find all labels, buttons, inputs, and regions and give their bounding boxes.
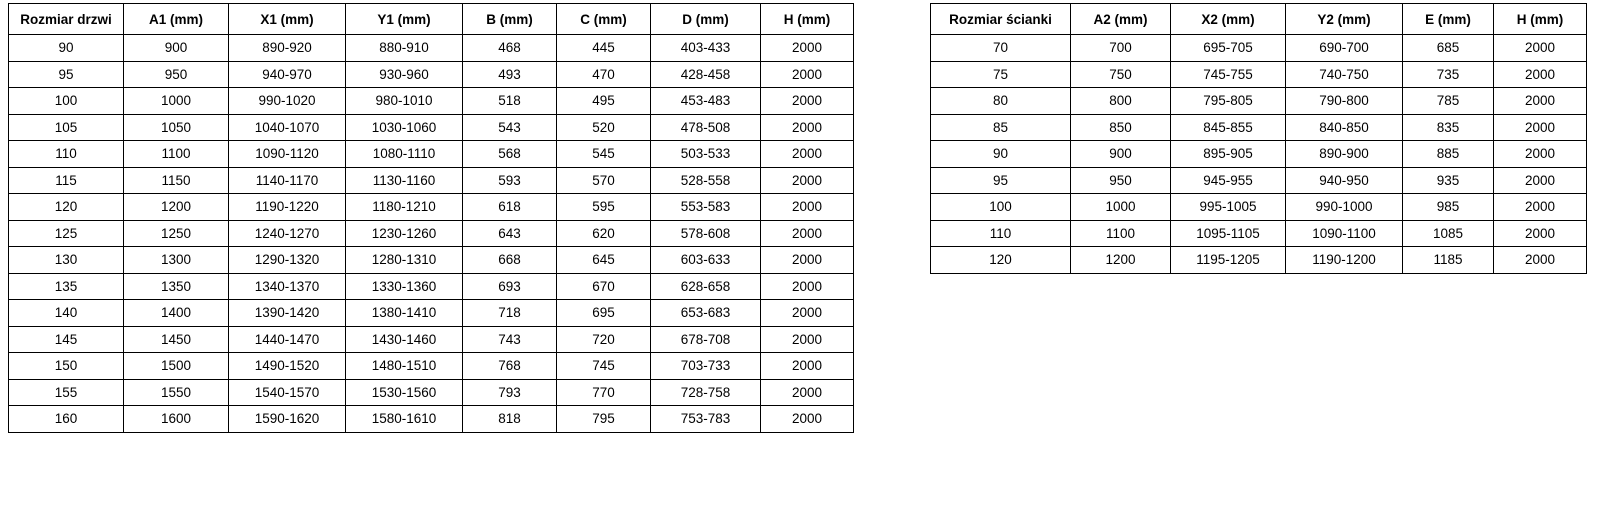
table-cell: 795 [557,406,651,433]
table-cell: 995-1005 [1171,194,1286,221]
column-header: X2 (mm) [1171,4,1286,35]
table-cell: 453-483 [651,88,761,115]
table-cell: 1200 [1071,247,1171,274]
table-row [9,61,854,88]
table-cell: 1230-1260 [346,220,463,247]
table-cell: 1380-1410 [346,300,463,327]
column-header: X1 (mm) [229,4,346,35]
table-cell: 468 [463,35,557,62]
table-cell: 110 [9,141,124,168]
table-cell: 900 [1071,141,1171,168]
table-cell: 930-960 [346,61,463,88]
table-cell: 885 [1403,141,1494,168]
table-cell: 1040-1070 [229,114,346,141]
table-cell: 135 [9,273,124,300]
table-cell: 2000 [761,220,854,247]
table-cell: 545 [557,141,651,168]
table-cell: 890-920 [229,35,346,62]
table-cell: 2000 [1494,88,1587,115]
table-cell: 753-783 [651,406,761,433]
column-header: B (mm) [463,4,557,35]
table-cell: 770 [557,379,651,406]
table-cell: 1340-1370 [229,273,346,300]
table-cell: 578-608 [651,220,761,247]
table-header-row [9,4,854,35]
table-cell: 1180-1210 [346,194,463,221]
table-cell: 570 [557,167,651,194]
table-cell: 745-755 [1171,61,1286,88]
table-cell: 2000 [1494,194,1587,221]
table-cell: 1430-1460 [346,326,463,353]
table-cell: 2000 [761,35,854,62]
table-cell: 1250 [124,220,229,247]
table-cell: 790-800 [1286,88,1403,115]
table-cell: 2000 [761,273,854,300]
table-cell: 445 [557,35,651,62]
table-cell: 1190-1200 [1286,247,1403,274]
table-row [931,88,1587,115]
table-cell: 678-708 [651,326,761,353]
table-cell: 100 [9,88,124,115]
table-row [9,167,854,194]
table-cell: 695 [557,300,651,327]
table-row [9,141,854,168]
table-cell: 945-955 [1171,167,1286,194]
table-cell: 1150 [124,167,229,194]
table-cell: 2000 [1494,35,1587,62]
table-cell: 2000 [1494,247,1587,274]
column-header: Y1 (mm) [346,4,463,35]
table-cell: 2000 [1494,114,1587,141]
table-cell: 1490-1520 [229,353,346,380]
table-cell: 155 [9,379,124,406]
table-row [931,194,1587,221]
table-cell: 518 [463,88,557,115]
table-cell: 703-733 [651,353,761,380]
table-cell: 950 [124,61,229,88]
table-cell: 1130-1160 [346,167,463,194]
table-row [9,194,854,221]
table-cell: 2000 [761,379,854,406]
table-cell: 845-855 [1171,114,1286,141]
table-cell: 1290-1320 [229,247,346,274]
table-cell: 1540-1570 [229,379,346,406]
column-header: D (mm) [651,4,761,35]
table-cell: 520 [557,114,651,141]
table-cell: 628-658 [651,273,761,300]
table-cell: 2000 [1494,61,1587,88]
column-header: A1 (mm) [124,4,229,35]
table-cell: 130 [9,247,124,274]
table-cell: 493 [463,61,557,88]
table-cell: 2000 [761,114,854,141]
table-cell: 2000 [761,326,854,353]
table-row [9,273,854,300]
table-cell: 735 [1403,61,1494,88]
table-cell: 100 [931,194,1071,221]
table-cell: 800 [1071,88,1171,115]
column-header: H (mm) [1494,4,1587,35]
table-row [931,114,1587,141]
table-cell: 620 [557,220,651,247]
walls-table-header [931,4,1587,35]
table-cell: 1240-1270 [229,220,346,247]
table-cell: 1330-1360 [346,273,463,300]
table-cell: 835 [1403,114,1494,141]
table-cell: 603-633 [651,247,761,274]
table-row [9,326,854,353]
table-cell: 750 [1071,61,1171,88]
table-cell: 80 [931,88,1071,115]
table-cell: 693 [463,273,557,300]
table-cell: 125 [9,220,124,247]
column-header: Y2 (mm) [1286,4,1403,35]
column-header: E (mm) [1403,4,1494,35]
table-cell: 1000 [1071,194,1171,221]
table-cell: 990-1020 [229,88,346,115]
table-row [9,247,854,274]
table-cell: 140 [9,300,124,327]
table-row [9,300,854,327]
table-cell: 1200 [124,194,229,221]
table-cell: 850 [1071,114,1171,141]
table-cell: 793 [463,379,557,406]
table-cell: 2000 [761,141,854,168]
table-cell: 1450 [124,326,229,353]
table-cell: 1080-1110 [346,141,463,168]
table-cell: 718 [463,300,557,327]
table-cell: 1390-1420 [229,300,346,327]
table-cell: 478-508 [651,114,761,141]
table-cell: 1600 [124,406,229,433]
table-cell: 1030-1060 [346,114,463,141]
table-cell: 160 [9,406,124,433]
doors-dimensions-table [8,3,854,433]
table-cell: 85 [931,114,1071,141]
table-cell: 1185 [1403,247,1494,274]
table-cell: 940-950 [1286,167,1403,194]
table-row [9,88,854,115]
table-cell: 1000 [124,88,229,115]
table-cell: 653-683 [651,300,761,327]
table-cell: 940-970 [229,61,346,88]
table-cell: 568 [463,141,557,168]
table-cell: 528-558 [651,167,761,194]
table-cell: 980-1010 [346,88,463,115]
table-cell: 895-905 [1171,141,1286,168]
table-cell: 818 [463,406,557,433]
table-cell: 728-758 [651,379,761,406]
table-cell: 670 [557,273,651,300]
table-cell: 2000 [1494,220,1587,247]
table-cell: 2000 [1494,141,1587,168]
table-row [931,247,1587,274]
table-cell: 690-700 [1286,35,1403,62]
table-row [931,35,1587,62]
table-cell: 890-900 [1286,141,1403,168]
table-cell: 2000 [761,247,854,274]
table-cell: 90 [931,141,1071,168]
table-cell: 1440-1470 [229,326,346,353]
table-cell: 880-910 [346,35,463,62]
table-cell: 1140-1170 [229,167,346,194]
table-cell: 543 [463,114,557,141]
table-cell: 768 [463,353,557,380]
table-row [9,114,854,141]
table-cell: 740-750 [1286,61,1403,88]
table-cell: 2000 [761,353,854,380]
table-cell: 75 [931,61,1071,88]
table-cell: 1280-1310 [346,247,463,274]
table-cell: 645 [557,247,651,274]
table-cell: 840-850 [1286,114,1403,141]
table-cell: 1050 [124,114,229,141]
table-cell: 90 [9,35,124,62]
table-cell: 1300 [124,247,229,274]
table-cell: 785 [1403,88,1494,115]
walls-dimensions-table [930,3,1587,274]
table-cell: 1550 [124,379,229,406]
table-row [931,141,1587,168]
table-row [931,220,1587,247]
column-header: A2 (mm) [1071,4,1171,35]
table-cell: 935 [1403,167,1494,194]
table-cell: 1095-1105 [1171,220,1286,247]
table-cell: 700 [1071,35,1171,62]
table-cell: 145 [9,326,124,353]
table-cell: 1500 [124,353,229,380]
table-cell: 1190-1220 [229,194,346,221]
table-cell: 1400 [124,300,229,327]
table-cell: 120 [9,194,124,221]
table-cell: 1100 [1071,220,1171,247]
table-cell: 105 [9,114,124,141]
table-cell: 1590-1620 [229,406,346,433]
table-cell: 503-533 [651,141,761,168]
table-cell: 990-1000 [1286,194,1403,221]
table-cell: 1100 [124,141,229,168]
table-row [931,167,1587,194]
table-row [931,61,1587,88]
table-cell: 403-433 [651,35,761,62]
table-cell: 1090-1120 [229,141,346,168]
table-cell: 1090-1100 [1286,220,1403,247]
table-cell: 950 [1071,167,1171,194]
table-cell: 1085 [1403,220,1494,247]
table-cell: 1195-1205 [1171,247,1286,274]
column-header: Rozmiar drzwi [9,4,124,35]
doors-table-body [9,35,854,433]
table-cell: 595 [557,194,651,221]
table-cell: 2000 [1494,167,1587,194]
walls-table-body [931,35,1587,274]
table-row [9,406,854,433]
table-cell: 743 [463,326,557,353]
table-cell: 2000 [761,61,854,88]
table-cell: 115 [9,167,124,194]
table-cell: 150 [9,353,124,380]
table-cell: 1480-1510 [346,353,463,380]
table-cell: 985 [1403,194,1494,221]
walls-dimensions-table-container [930,3,1587,274]
table-cell: 668 [463,247,557,274]
doors-dimensions-table-container [8,3,854,433]
table-cell: 2000 [761,194,854,221]
table-cell: 2000 [761,300,854,327]
table-cell: 110 [931,220,1071,247]
table-row [9,220,854,247]
table-cell: 553-583 [651,194,761,221]
table-cell: 695-705 [1171,35,1286,62]
table-cell: 900 [124,35,229,62]
table-cell: 643 [463,220,557,247]
table-header-row [931,4,1587,35]
table-cell: 428-458 [651,61,761,88]
table-cell: 95 [931,167,1071,194]
doors-table-header [9,4,854,35]
table-cell: 120 [931,247,1071,274]
table-row [9,353,854,380]
column-header: Rozmiar ścianki [931,4,1071,35]
table-cell: 720 [557,326,651,353]
table-cell: 95 [9,61,124,88]
table-cell: 1530-1560 [346,379,463,406]
table-cell: 593 [463,167,557,194]
column-header: H (mm) [761,4,854,35]
table-cell: 1350 [124,273,229,300]
table-cell: 70 [931,35,1071,62]
column-header: C (mm) [557,4,651,35]
table-row [9,379,854,406]
table-cell: 1580-1610 [346,406,463,433]
table-cell: 685 [1403,35,1494,62]
table-cell: 618 [463,194,557,221]
table-cell: 795-805 [1171,88,1286,115]
table-cell: 745 [557,353,651,380]
table-cell: 2000 [761,167,854,194]
table-row [9,35,854,62]
table-cell: 470 [557,61,651,88]
table-cell: 495 [557,88,651,115]
table-cell: 2000 [761,88,854,115]
table-cell: 2000 [761,406,854,433]
